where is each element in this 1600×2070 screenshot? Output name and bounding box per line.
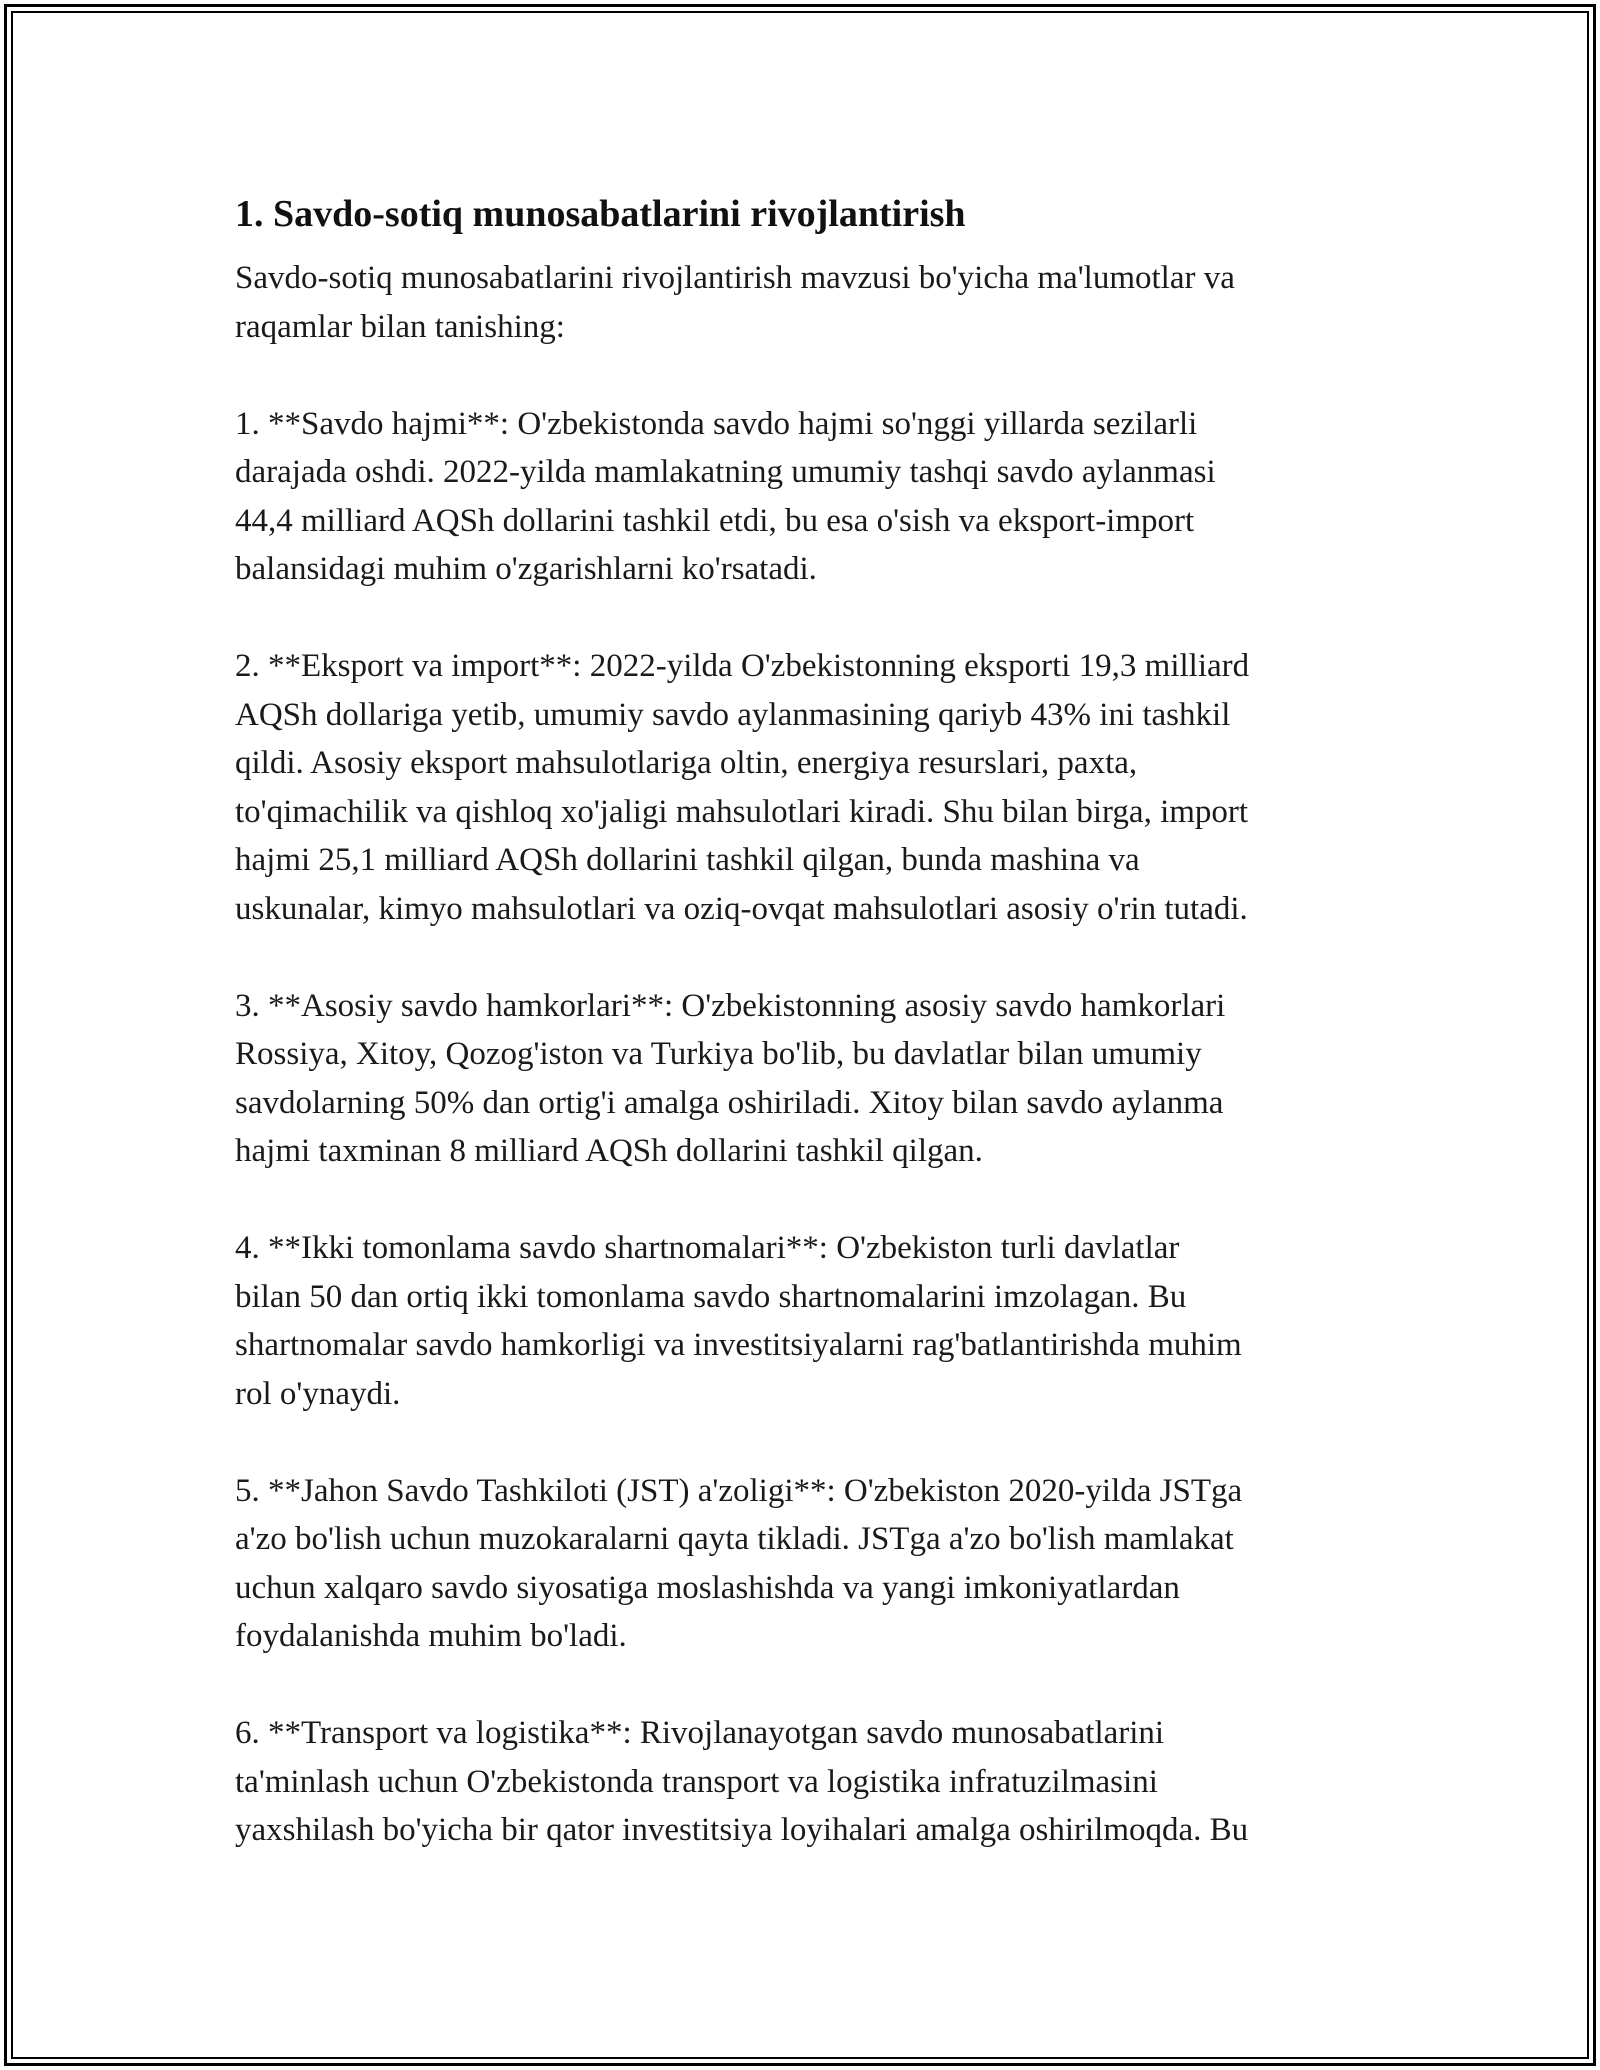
paragraph-eksport-import: 2. **Eksport va import**: 2022-yilda O'zbekistonning eksporti 19,3 milliard AQSh dollariga yetib, umumiy savdo aylanmasining qariyb 43% ini tashkil qildi. Asosiy eksport mahsulotlariga oltin, energiya resurslari, paxta, to'qimachilik va qishloq xo'jaligi mahsulotlari kiradi. Shu bilan birga, import hajmi 25,1 milliard AQSh dollarini tashkil qilgan, bunda mashina va uskunalar, kimyo mahsulotlari va oziq-ovqat mahsulotlari asosiy o'rin tutadi. [235,648,1250,927]
paragraph-savdo-shartnomalari: 4. **Ikki tomonlama savdo shartnomalari**: O'zbekiston turli davlatlar bilan 50 dan ortiq ikki tomonlama savdo shartnomalarini imzolagan. Bu shartnomalar savdo hamkorligi va investitsiyalarni rag'batlantirishda muhim rol o'ynaydi. [235,1230,1242,1412]
paragraph-savdo-hajmi: 1. **Savdo hajmi**: O'zbekistonda savdo hajmi so'nggi yillarda sezilarli darajada oshdi. 2022-yilda mamlakatning umumiy tashqi savdo aylanmasi 44,4 milliard AQSh dollarini tashkil etdi, bu esa o'sish va eksport-import balansidagi muhim o'zgarishlarni ko'rsatadi. [235,405,1216,587]
document-body [235,188,1375,1903]
intro-paragraph: Savdo-sotiq munosabatlarini rivojlantirish mavzusi bo'yicha ma'lumotlar va raqamlar bilan tanishing: [235,260,1235,345]
paragraph-transport-logistika: 6. **Transport va logistika**: Rivojlanayotgan savdo munosabatlarini ta'minlash uchun O'zbekistonda transport va logistika infratuzilmasini yaxshilash bo'yicha bir qator investitsiya loyihalari amalga oshirilmoqda. Bu [235,1715,1249,1848]
paragraph-savdo-hamkorlari: 3. **Asosiy savdo hamkorlari**: O'zbekistonning asosiy savdo hamkorlari Rossiya, Xitoy, Qozog'iston va Turkiya bo'lib, bu davlatlar bilan umumiy savdolarning 50% dan ortig'i amalga oshiriladi. Xitoy bilan savdo aylanma hajmi taxminan 8 milliard AQSh dollarini tashkil qilgan. [235,987,1226,1169]
paragraph-jst-azoligi: 5. **Jahon Savdo Tashkiloti (JST) a'zoligi**: O'zbekiston 2020-yilda JSTga a'zo bo'lish uchun muzokaralarni qayta tikladi. JSTga a'zo bo'lish mamlakat uchun xalqaro savdo siyosatiga moslashishda va yangi imkoniyatlardan foydalanishda muhim bo'ladi. [235,1472,1243,1654]
document-title: 1. Savdo-sotiq munosabatlarini rivojlantirish [235,193,966,235]
